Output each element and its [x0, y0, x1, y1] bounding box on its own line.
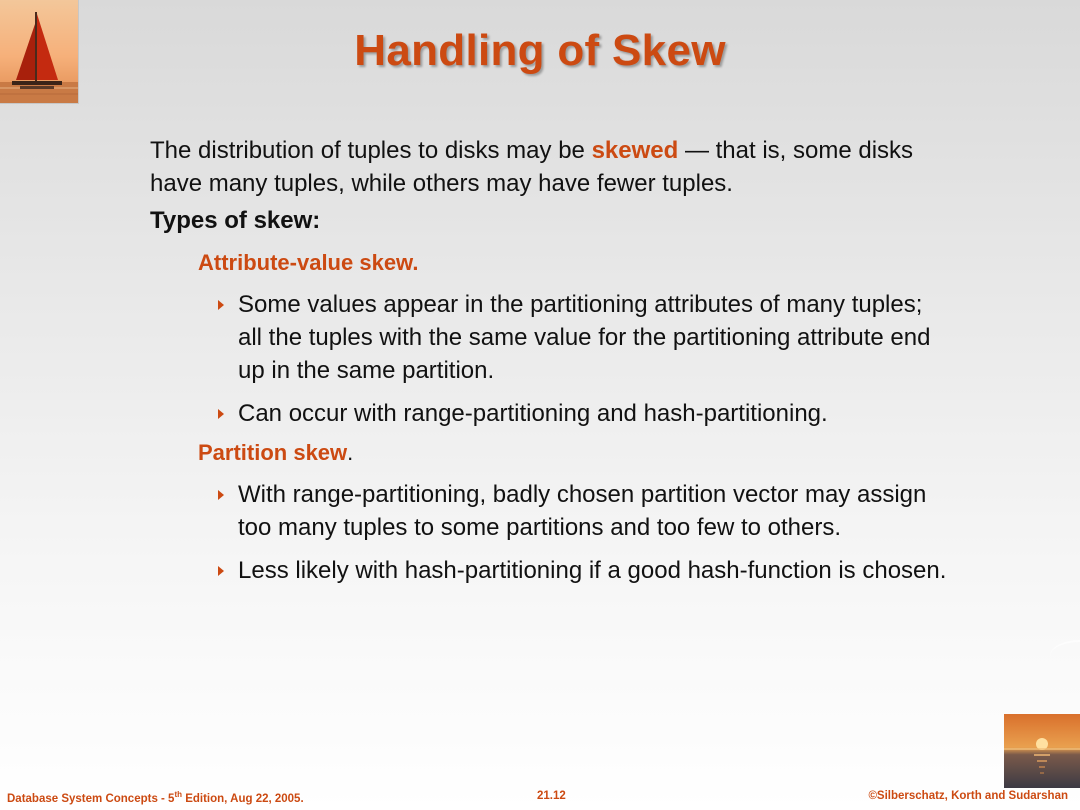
slide-title: Handling of Skew — [354, 26, 726, 75]
bullet-item — [238, 478, 948, 544]
footer-book-title-suffix: Edition, Aug 22, 2005. — [182, 792, 304, 805]
triangle-bullet-icon — [218, 300, 224, 310]
slide-content — [150, 134, 970, 597]
intro-text-after: — that is, some disks have many tuples, while others may have fewer tuples. — [150, 137, 914, 197]
bullet-text: Less likely with hash-partitioning if a good hash-function is chosen. — [238, 557, 947, 584]
triangle-bullet-icon — [218, 490, 224, 500]
bullet-item — [238, 397, 948, 430]
intro-text-before: The distribution of tuples to disks may be — [150, 137, 592, 164]
bullet-text: Can occur with range-partitioning and hash-partitioning. — [238, 400, 828, 427]
attribute-value-skew-heading: Attribute-value skew. — [198, 250, 419, 275]
partition-skew-heading: Partition skew — [198, 440, 348, 465]
slide-footer — [0, 790, 1080, 810]
bullet-text: With range-partitioning, badly chosen partition vector may assign too many tuples to some partitions and too few to others. — [238, 481, 927, 541]
intro-paragraph — [150, 134, 970, 200]
triangle-bullet-icon — [218, 409, 224, 419]
footer-book-title-prefix: Database System Concepts - 5 — [7, 792, 175, 805]
types-of-skew-label: Types of skew: — [150, 207, 321, 234]
skewed-highlight: skewed — [591, 137, 679, 164]
footer-slide-number: 21.12 — [537, 790, 566, 802]
section-heading-partition-skew — [198, 440, 970, 466]
decorative-arc — [1050, 640, 1080, 672]
bullet-text: Some values appear in the partitioning attributes of many tuples; all the tuples with the same value for the partitioning attribute end up in the same partition. — [238, 291, 931, 384]
footer-book-title-sup: th — [174, 790, 183, 799]
bullet-item — [238, 554, 948, 587]
sunset-logo-icon — [1004, 714, 1080, 788]
partition-skew-period: . — [347, 440, 354, 465]
footer-copyright: ©Silberschatz, Korth and Sudarshan — [868, 790, 1068, 802]
section-heading-attribute-value-skew — [198, 250, 970, 276]
bullet-item — [238, 288, 948, 387]
triangle-bullet-icon — [218, 566, 224, 576]
footer-book-title — [7, 790, 304, 805]
